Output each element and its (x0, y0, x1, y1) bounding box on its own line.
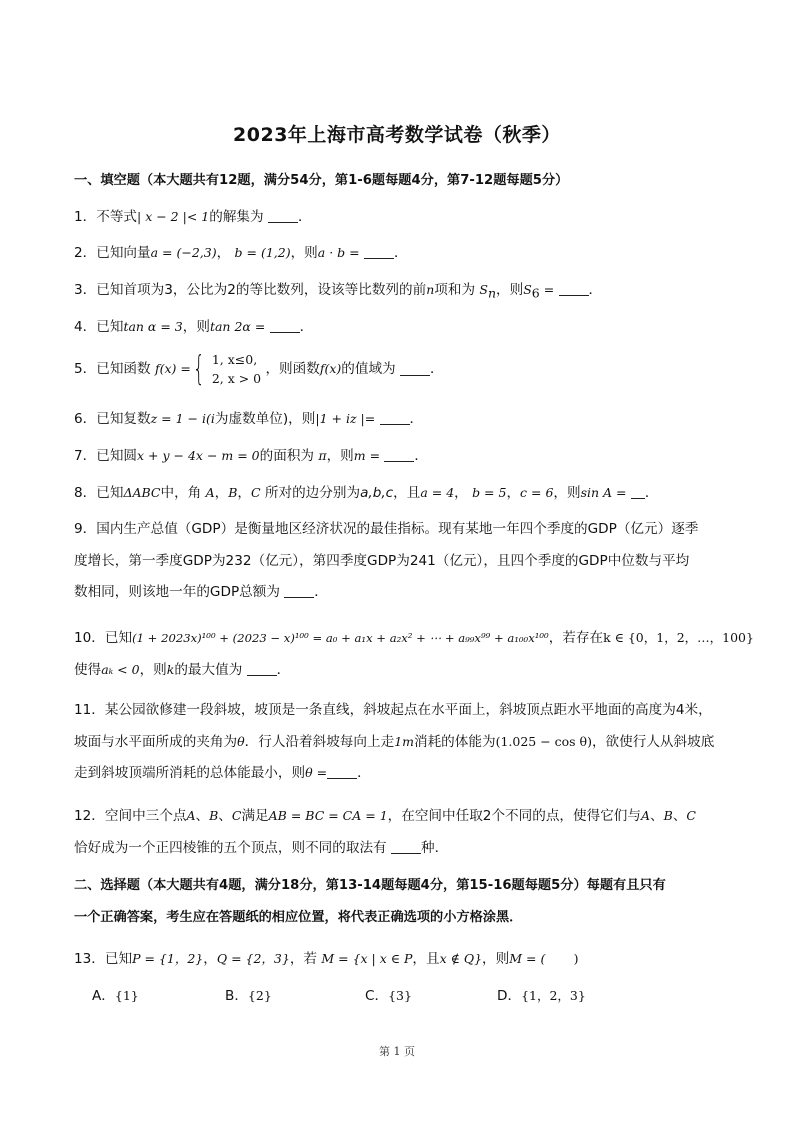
brace: { (192, 349, 205, 389)
question-12: 12．空间中三个点A、B、C满足AB = BC = CA = 1，在空间中任取2个不同的点，使得它们与A、B、C 恰好成为一个正四棱锥的五个顶点，则不同的取法有 种． (74, 808, 696, 856)
piecewise-cases: 1, x≤0, 2, x > 0 (211, 352, 262, 386)
question-8: 8．已知ΔABC中，角 A，B，C 所对的边分别为a,b,c，且a = 4， b = 5，c = 6，则sin A = ． (74, 485, 659, 501)
question-10: 10．已知(1 + 2023x)¹⁰⁰ + (2023 − x)¹⁰⁰ = a₀ + a₁x + a₂x² + ⋯ + a₉₉x⁹⁹ + a₁₀₀x¹⁰⁰，若存在k ∈ {0，1，2，…，100} 使得aₖ < 0，则k的最大值为 ． (74, 630, 754, 678)
option-c[interactable]: C．{3} (365, 988, 412, 1004)
answer-blank[interactable] (270, 319, 300, 333)
question-3: 3．已知首项为3，公比为2的等比数列，设该等比数列的前n项和为 $S_n$，则$S_6$ = ． (74, 282, 603, 301)
question-11: 11．某公园欲修建一段斜坡，坡顶是一条直线，斜坡起点在水平面上，斜坡顶点距水平地面的高度为4米， 坡面与水平面所成的夹角为θ．行人沿着斜坡每向上走1m消耗的体能为(1.025 − cos θ)，欲使行人从斜坡底 走到斜坡顶端所消耗的总体能最小，则θ = ． (74, 702, 715, 781)
answer-blank[interactable] (631, 485, 645, 499)
option-b[interactable]: B．{2} (225, 988, 272, 1004)
question-7: 7．已知圆x + y − 4x − m = 0的面积为 π，则m = ． (74, 448, 428, 464)
question-4: 4．已知tan α = 3，则tan 2α = ． (74, 319, 314, 335)
question-1: 1．不等式| x − 2 |< 1的解集为 ． (74, 209, 312, 225)
answer-blank[interactable] (559, 282, 589, 296)
answer-blank[interactable] (380, 411, 410, 425)
question-5: 5．已知函数 f(x) ={ 1, x≤0, 2, x > 0 ，则函数f(x)的值域为 ． (74, 349, 444, 389)
answer-blank[interactable] (400, 362, 430, 376)
page-title: 2023年上海市高考数学试卷（秋季） (233, 124, 561, 146)
question-9: 9．国内生产总值（GDP）是衡量地区经济状况的最佳指标。现有某地一年四个季度的GDP（亿元）逐季 度增长，第一季度GDP为232（亿元），第四季度GDP为241（亿元），且四个季度的GDP中位数与平均 数相同，则该地一年的GDP总额为 ． (74, 521, 699, 600)
answer-blank[interactable] (391, 840, 421, 854)
option-d[interactable]: D．{1，2，3} (497, 988, 586, 1004)
answer-blank[interactable] (268, 209, 298, 223)
question-2: 2．已知向量a = (−2,3)， b = (1,2)，则a · b = ． (74, 245, 408, 261)
page-footer: 第 1 页 (379, 1045, 415, 1058)
question-13: 13．已知P = {1，2}，Q = {2，3}，若 M = {x | x ∈ P，且x ∉ Q}，则M = ( ) (74, 951, 579, 967)
option-a[interactable]: A．{1} (92, 988, 139, 1004)
section-heading-fill-in: 一、填空题（本大题共有12题，满分54分，第1-6题每题4分，第7-12题每题5分） (74, 173, 569, 188)
answer-blank[interactable] (284, 584, 314, 598)
answer-blank[interactable] (364, 245, 394, 259)
question-6: 6．已知复数z = 1 − i(i为虚数单位)，则|1 + iz |= ． (74, 411, 424, 427)
answer-blank[interactable] (247, 662, 277, 676)
section-heading-choice: 二、选择题（本大题共有4题，满分18分，第13-14题每题4分，第15-16题每题5分）每题有且只有 一个正确答案，考生应在答题纸的相应位置，将代表正确选项的小方格涂黑． (74, 878, 666, 925)
answer-blank[interactable] (384, 448, 414, 462)
answer-blank[interactable] (327, 765, 357, 779)
